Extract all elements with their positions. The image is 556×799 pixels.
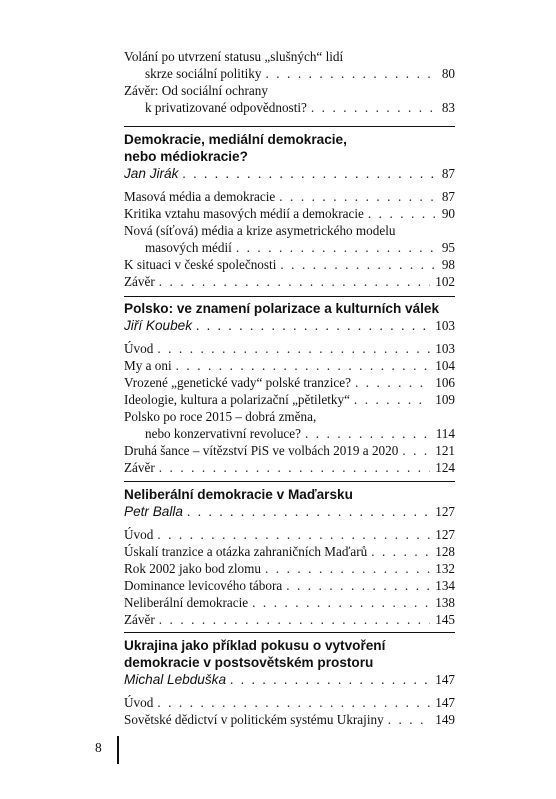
- toc-entry: [145, 65, 455, 82]
- toc-entry-title: k privatizované odpovědnosti?: [145, 100, 307, 115]
- chapter-author: [124, 671, 455, 688]
- leader-dots: [159, 459, 430, 476]
- toc-entry-title: Závěr: Od sociální ochrany: [124, 83, 268, 98]
- toc-entry-line: [124, 82, 455, 99]
- leader-dots: [196, 317, 430, 334]
- leader-dots: [159, 611, 430, 628]
- leader-dots: [182, 165, 436, 182]
- toc-entry-title: Úvod: [124, 341, 154, 356]
- toc-entry-title: Petr Balla: [124, 504, 183, 519]
- toc-entry-title: Ukrajina jako příklad pokusu o vytvoření: [124, 638, 386, 653]
- toc-entry: [145, 425, 455, 442]
- toc-entry-title: Volání po utvrzení statusu „slušných“ lidí: [124, 49, 344, 64]
- toc-entry-title: Polsko po roce 2015 – dobrá změna,: [124, 409, 317, 424]
- toc-entry: [124, 205, 455, 222]
- toc-entry-line: [124, 48, 455, 65]
- toc-entry: [124, 340, 455, 357]
- toc-entry-title: Úskalí tranzice a otázka zahraničních Maďarů: [124, 544, 368, 559]
- toc-entry-title: Závěr: [124, 274, 155, 289]
- toc-entry-title: Vrozené „genetické vady“ polské tranzice?: [124, 375, 351, 390]
- toc-page-number: 114: [435, 426, 455, 441]
- toc-entry-line: [124, 408, 455, 425]
- leader-dots: [265, 560, 430, 577]
- toc-entry-title: Polsko: ve znamení polarizace a kulturních válek: [124, 301, 440, 316]
- toc-entry-title: Rok 2002 jako bod zlomu: [124, 561, 261, 576]
- toc-entry: [124, 256, 455, 273]
- leader-dots: [280, 256, 436, 273]
- toc-entry: [124, 442, 455, 459]
- toc-entry-title: Úvod: [124, 527, 154, 542]
- toc-entry-title: Demokracie, mediální demokracie,: [124, 132, 347, 147]
- leader-dots: [368, 205, 436, 222]
- toc-page-number: 124: [435, 460, 455, 475]
- toc-entry: [124, 711, 455, 728]
- leader-dots: [236, 239, 436, 256]
- toc-entry: [124, 543, 455, 560]
- toc-page-number: 134: [435, 578, 455, 593]
- chapter-title: [124, 486, 464, 503]
- toc-page-number: 127: [435, 504, 455, 519]
- toc-page-number: 132: [435, 561, 455, 576]
- toc-page-number: 149: [435, 712, 455, 727]
- leader-dots: [305, 425, 431, 442]
- page-number: 8: [95, 740, 102, 755]
- chapter-author: [124, 165, 455, 182]
- toc-page-number: 109: [435, 392, 455, 407]
- toc-page-number: 103: [435, 341, 455, 356]
- toc-entry: [124, 577, 455, 594]
- leader-dots: [252, 594, 430, 611]
- toc-page-number: 90: [441, 206, 455, 221]
- toc-entry: [124, 526, 455, 543]
- toc-entry-title: Úvod: [124, 695, 154, 710]
- toc-entry: [124, 273, 455, 290]
- leader-dots: [265, 65, 436, 82]
- toc-page-number: 145: [435, 612, 455, 627]
- toc-page-number: 98: [441, 257, 455, 272]
- leader-dots: [388, 711, 431, 728]
- toc-page-number: 104: [435, 358, 455, 373]
- leader-dots: [402, 442, 430, 459]
- toc-page-number: 102: [435, 274, 455, 289]
- toc-entry-title: Sovětské dědictví v politickém systému Ukrajiny: [124, 712, 384, 727]
- toc-entry-title: nebo konzervativní revoluce?: [145, 426, 301, 441]
- toc-entry-title: Závěr: [124, 612, 155, 627]
- toc-page-number: 83: [441, 100, 455, 115]
- section-divider: [124, 296, 455, 297]
- toc-page-number: 147: [435, 672, 455, 687]
- toc-page-number: 80: [441, 66, 455, 81]
- chapter-title: [124, 637, 464, 671]
- toc-entry-title: Druhá šance – vítězství PiS ve volbách 2019 a 2020: [124, 443, 399, 458]
- section-divider: [124, 632, 455, 633]
- leader-dots: [230, 671, 430, 688]
- toc-page-number: 95: [441, 240, 455, 255]
- section-divider: [124, 126, 455, 127]
- leader-dots: [279, 188, 436, 205]
- toc-entry-title: Dominance levicového tábora: [124, 578, 283, 593]
- leader-dots: [355, 374, 430, 391]
- toc-entry: [145, 99, 455, 116]
- toc-entry: [124, 357, 455, 374]
- chapter-author: [124, 317, 455, 334]
- toc-entry-title: Nová (síťová) média a krize asymetrického modelu: [124, 223, 396, 238]
- toc-entry-title: Ideologie, kultura a polarizační „pětiletky“: [124, 392, 350, 407]
- toc-page-number: 147: [435, 695, 455, 710]
- chapter-author: [124, 503, 455, 520]
- toc-entry-title: nebo médiokracie?: [124, 149, 248, 164]
- toc-entry: [124, 594, 455, 611]
- leader-dots: [157, 340, 430, 357]
- toc-entry-title: Michal Lebduška: [124, 672, 227, 687]
- leader-dots: [157, 526, 430, 543]
- leader-dots: [311, 99, 436, 116]
- leader-dots: [286, 577, 430, 594]
- toc-entry-title: skrze sociální politiky: [145, 66, 262, 81]
- toc-entry: [124, 459, 455, 476]
- leader-dots: [187, 503, 430, 520]
- toc-entry-title: Jiří Koubek: [124, 318, 193, 333]
- toc-entry-title: Neliberální demokracie: [124, 595, 249, 610]
- toc-page-number: 87: [441, 189, 455, 204]
- toc-entry: [124, 188, 455, 205]
- chapter-title: [124, 131, 464, 165]
- leader-dots: [159, 273, 430, 290]
- page-number-bar: [117, 736, 119, 764]
- toc-page-number: 121: [435, 443, 455, 458]
- toc-entry: [124, 560, 455, 577]
- leader-dots: [176, 357, 431, 374]
- toc-entry-title: Neliberální demokracie v Maďarsku: [124, 487, 353, 502]
- leader-dots: [354, 391, 430, 408]
- leader-dots: [157, 694, 430, 711]
- toc-page-number: 127: [435, 527, 455, 542]
- toc-entry-title: Masová média a demokracie: [124, 189, 276, 204]
- toc-entry: [145, 239, 455, 256]
- toc-page-number: 128: [435, 544, 455, 559]
- toc-page-number: 103: [435, 318, 455, 333]
- toc-entry: [124, 611, 455, 628]
- toc-entry-title: demokracie v postsovětském prostoru: [124, 655, 374, 670]
- chapter-title: [124, 300, 464, 317]
- toc-page-number: 87: [441, 166, 455, 181]
- toc-entry-title: Závěr: [124, 460, 155, 475]
- toc-entry-title: K situaci v české společnosti: [124, 257, 277, 272]
- toc-page-number: 138: [435, 595, 455, 610]
- toc-entry-title: My a oni: [124, 358, 172, 373]
- leader-dots: [371, 543, 430, 560]
- toc-entry: [124, 374, 455, 391]
- toc-entry: [124, 391, 455, 408]
- toc-entry-title: Jan Jirák: [124, 166, 179, 181]
- toc-entry: [124, 694, 455, 711]
- toc-entry-title: Kritika vztahu masových médií a demokracie: [124, 206, 364, 221]
- toc-page-number: 106: [435, 375, 455, 390]
- toc-entry-line: [124, 222, 455, 239]
- section-divider: [124, 481, 455, 482]
- toc-entry-title: masových médií: [145, 240, 232, 255]
